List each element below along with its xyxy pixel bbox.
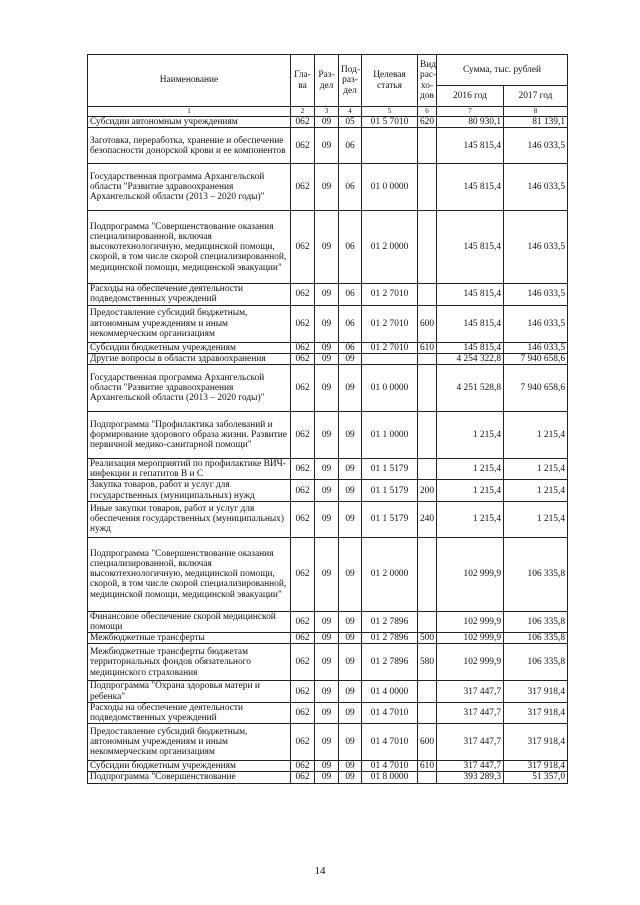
row-glava: 062 [291,761,315,772]
column-number-row [88,107,568,117]
table-row [88,681,568,702]
row-expense-type [418,365,437,412]
row-expense-type [418,128,437,164]
row-sum-2017: 1 215,4 [504,501,568,537]
row-expense-type [418,537,437,611]
row-expense-type [418,211,437,284]
table-row [88,211,568,284]
row-sum-2016: 1 215,4 [437,501,504,537]
row-target-article: 01 4 0000 [362,681,418,702]
row-glava: 062 [291,681,315,702]
row-glava: 062 [291,537,315,611]
row-podrazdel: 06 [339,164,362,211]
row-sum-2016: 102 999,9 [437,537,504,611]
row-sum-2017: 146 033,5 [504,128,568,164]
row-razdel: 09 [315,164,339,211]
header-target-article: Целевая статья [362,55,418,107]
row-target-article: 01 2 7896 [362,644,418,681]
header-year-2017: 2017 год [504,86,568,107]
row-expense-type [418,353,437,364]
row-razdel: 09 [315,117,339,128]
row-name: Закупка товаров, работ и услуг для государственных (муниципальных) нужд [88,480,291,501]
column-number: 6 [418,107,437,117]
row-podrazdel: 06 [339,211,362,284]
row-glava: 062 [291,117,315,128]
row-name: Субсидии автономным учреждениям [88,117,291,128]
row-target-article [362,353,418,364]
row-razdel: 09 [315,412,339,459]
table-row [88,702,568,723]
row-target-article: 01 2 7010 [362,342,418,353]
row-razdel: 09 [315,305,339,342]
row-razdel: 09 [315,284,339,305]
page-number: 14 [314,865,326,877]
row-podrazdel: 06 [339,342,362,353]
row-glava: 062 [291,353,315,364]
table-row [88,164,568,211]
row-expense-type [418,772,437,783]
column-number: 1 [88,107,291,117]
row-podrazdel: 06 [339,128,362,164]
row-sum-2016: 393 289,3 [437,772,504,783]
row-expense-type [418,702,437,723]
row-target-article: 01 2 7010 [362,305,418,342]
row-target-article: 01 2 7896 [362,611,418,632]
row-name: Предоставление субсидий бюджетным, автономным учреждениям и иным некоммерческим организациям [88,305,291,342]
row-name: Реализация мероприятий по профилактике ВИЧ-инфекции и гепатитов B и C [88,459,291,480]
row-sum-2017: 106 335,8 [504,633,568,644]
table-row [88,284,568,305]
row-target-article: 01 4 7010 [362,702,418,723]
row-sum-2016: 4 251 528,8 [437,365,504,412]
row-razdel: 09 [315,611,339,632]
column-number: 8 [504,107,568,117]
header-razdel: Раз- дел [315,55,339,107]
row-glava: 062 [291,128,315,164]
row-target-article: 01 0 0000 [362,365,418,412]
row-sum-2016: 145 815,4 [437,211,504,284]
row-sum-2017: 317 918,4 [504,724,568,761]
row-target-article: 01 2 0000 [362,211,418,284]
row-sum-2016: 1 215,4 [437,459,504,480]
row-sum-2016: 102 999,9 [437,644,504,681]
row-glava: 062 [291,284,315,305]
row-glava: 062 [291,412,315,459]
row-glava: 062 [291,611,315,632]
row-expense-type: 600 [418,305,437,342]
row-glava: 062 [291,724,315,761]
row-sum-2016: 102 999,9 [437,633,504,644]
row-glava: 062 [291,633,315,644]
row-sum-2017: 317 918,4 [504,702,568,723]
row-expense-type: 500 [418,633,437,644]
row-razdel: 09 [315,724,339,761]
row-glava: 062 [291,305,315,342]
row-glava: 062 [291,480,315,501]
row-glava: 062 [291,342,315,353]
row-glava: 062 [291,644,315,681]
row-glava: 062 [291,365,315,412]
row-razdel: 09 [315,702,339,723]
row-sum-2017: 146 033,5 [504,342,568,353]
row-glava: 062 [291,211,315,284]
header-sum: Сумма, тыс. рублей [437,55,568,86]
row-expense-type: 610 [418,761,437,772]
table-row [88,459,568,480]
row-target-article: 01 1 5179 [362,459,418,480]
row-sum-2017: 317 918,4 [504,761,568,772]
row-razdel: 09 [315,644,339,681]
row-sum-2017: 7 940 658,6 [504,365,568,412]
row-podrazdel: 09 [339,459,362,480]
row-expense-type [418,681,437,702]
budget-table [87,54,568,784]
row-podrazdel: 09 [339,611,362,632]
row-name: Субсидии бюджетным учреждениям [88,761,291,772]
row-sum-2017: 146 033,5 [504,284,568,305]
row-razdel: 09 [315,681,339,702]
row-target-article: 01 4 7010 [362,761,418,772]
column-number: 5 [362,107,418,117]
row-razdel: 09 [315,128,339,164]
table-row [88,761,568,772]
row-name: Расходы на обеспечение деятельности подведомственных учреждений [88,702,291,723]
row-sum-2016: 317 447,7 [437,702,504,723]
row-name: Субсидии бюджетным учреждениям [88,342,291,353]
row-sum-2016: 317 447,7 [437,761,504,772]
row-expense-type [418,284,437,305]
column-number: 4 [339,107,362,117]
table-row [88,537,568,611]
row-sum-2017: 51 357,0 [504,772,568,783]
column-number: 7 [437,107,504,117]
row-expense-type: 200 [418,480,437,501]
row-podrazdel: 09 [339,702,362,723]
row-glava: 062 [291,501,315,537]
row-sum-2016: 317 447,7 [437,681,504,702]
row-sum-2016: 145 815,4 [437,164,504,211]
table-row [88,342,568,353]
row-target-article: 01 4 7010 [362,724,418,761]
row-target-article: 01 2 7010 [362,284,418,305]
row-sum-2017: 106 335,8 [504,611,568,632]
row-sum-2017: 146 033,5 [504,305,568,342]
row-sum-2016: 317 447,7 [437,724,504,761]
table-row [88,128,568,164]
row-sum-2016: 4 254 322,8 [437,353,504,364]
row-name: Государственная программа Архангельской области "Развитие здравоохранения Архангельской области (2013 – 2020 годы)" [88,164,291,211]
row-name: Подпрограмма "Охрана здоровья матери и ребенка" [88,681,291,702]
row-sum-2016: 145 815,4 [437,284,504,305]
row-sum-2017: 1 215,4 [504,480,568,501]
row-expense-type: 240 [418,501,437,537]
table-body [88,117,568,784]
row-podrazdel: 09 [339,365,362,412]
row-expense-type [418,611,437,632]
row-razdel: 09 [315,353,339,364]
row-expense-type [418,164,437,211]
row-sum-2017: 146 033,5 [504,211,568,284]
row-glava: 062 [291,164,315,211]
row-razdel: 09 [315,633,339,644]
row-sum-2017: 7 940 658,6 [504,353,568,364]
row-podrazdel: 09 [339,501,362,537]
table-row [88,644,568,681]
column-number: 2 [291,107,315,117]
column-number: 3 [315,107,339,117]
row-name: Межбюджетные трансферты бюджетам территориальных фондов обязательного медицинского страхования [88,644,291,681]
row-razdel: 09 [315,761,339,772]
row-razdel: 09 [315,772,339,783]
row-sum-2016: 145 815,4 [437,128,504,164]
row-target-article: 01 2 0000 [362,537,418,611]
row-name: Подпрограмма "Совершенствование оказания специализированной, включая высокотехнологичную, медицинской помощи, скорой, в том числе скорой специализированной, медицинской помощи, медицинской эвакуации" [88,537,291,611]
table-row [88,365,568,412]
table-row [88,353,568,364]
table-row [88,480,568,501]
row-sum-2016: 145 815,4 [437,342,504,353]
table-row [88,772,568,783]
row-target-article: 01 1 5179 [362,480,418,501]
row-podrazdel: 09 [339,480,362,501]
row-sum-2016: 80 930,1 [437,117,504,128]
row-glava: 062 [291,459,315,480]
row-podrazdel: 09 [339,681,362,702]
table-row [88,117,568,128]
header-expense-type: Вид рас- хо- дов [418,55,437,107]
row-sum-2017: 146 033,5 [504,164,568,211]
row-podrazdel: 09 [339,772,362,783]
row-podrazdel: 09 [339,353,362,364]
row-podrazdel: 09 [339,537,362,611]
row-target-article [362,128,418,164]
row-target-article: 01 1 0000 [362,412,418,459]
row-name: Иные закупки товаров, работ и услуг для обеспечения государственных (муниципальных) нужд [88,501,291,537]
row-name: Подпрограмма "Совершенствование [88,772,291,783]
row-podrazdel: 09 [339,724,362,761]
header-podrazdel: Под- раз- дел [339,55,362,107]
row-sum-2016: 102 999,9 [437,611,504,632]
table-row [88,724,568,761]
row-razdel: 09 [315,459,339,480]
row-razdel: 09 [315,342,339,353]
row-expense-type [418,412,437,459]
table-row [88,305,568,342]
table-row [88,412,568,459]
row-podrazdel: 06 [339,305,362,342]
row-podrazdel: 05 [339,117,362,128]
row-sum-2017: 1 215,4 [504,459,568,480]
row-sum-2017: 106 335,8 [504,537,568,611]
row-sum-2016: 1 215,4 [437,412,504,459]
row-target-article: 01 0 0000 [362,164,418,211]
row-name: Подпрограмма "Профилактика заболеваний и формирование здорового образа жизни. Развитие первичной медико-санитарной помощи" [88,412,291,459]
table-row [88,633,568,644]
row-glava: 062 [291,772,315,783]
row-sum-2017: 106 335,8 [504,644,568,681]
row-name: Другие вопросы в области здравоохранения [88,353,291,364]
header-glava: Гла- ва [291,55,315,107]
row-sum-2016: 1 215,4 [437,480,504,501]
row-name: Государственная программа Архангельской области "Развитие здравоохранения Архангельской области (2013 – 2020 годы)" [88,365,291,412]
row-name: Заготовка, переработка, хранение и обеспечение безопасности донорской крови и ее компонентов [88,128,291,164]
row-sum-2017: 1 215,4 [504,412,568,459]
row-sum-2016: 145 815,4 [437,305,504,342]
row-name: Межбюджетные трансферты [88,633,291,644]
row-target-article: 01 5 7010 [362,117,418,128]
row-podrazdel: 09 [339,644,362,681]
table-row [88,501,568,537]
row-razdel: 09 [315,480,339,501]
row-razdel: 09 [315,537,339,611]
row-expense-type: 610 [418,342,437,353]
row-podrazdel: 06 [339,284,362,305]
row-target-article: 01 8 0000 [362,772,418,783]
row-razdel: 09 [315,365,339,412]
header-year-2016: 2016 год [437,86,504,107]
row-podrazdel: 09 [339,761,362,772]
row-sum-2017: 81 139,1 [504,117,568,128]
row-podrazdel: 09 [339,633,362,644]
row-podrazdel: 09 [339,412,362,459]
row-target-article: 01 1 5179 [362,501,418,537]
header-name: Наименование [88,55,291,107]
row-name: Предоставление субсидий бюджетным, автономным учреждениям и иным некоммерческим организациям [88,724,291,761]
row-name: Подпрограмма "Совершенствование оказания специализированной, включая высокотехнологичную, медицинской помощи, скорой, в том числе скорой специализированной, медицинской помощи, медицинской эвакуации" [88,211,291,284]
row-expense-type: 600 [418,724,437,761]
row-target-article: 01 2 7896 [362,633,418,644]
table-row [88,611,568,632]
row-name: Расходы на обеспечение деятельности подведомственных учреждений [88,284,291,305]
row-expense-type [418,459,437,480]
row-expense-type: 580 [418,644,437,681]
row-razdel: 09 [315,211,339,284]
row-razdel: 09 [315,501,339,537]
row-expense-type: 620 [418,117,437,128]
row-name: Финансовое обеспечение скорой медицинской помощи [88,611,291,632]
row-sum-2017: 317 918,4 [504,681,568,702]
row-glava: 062 [291,702,315,723]
